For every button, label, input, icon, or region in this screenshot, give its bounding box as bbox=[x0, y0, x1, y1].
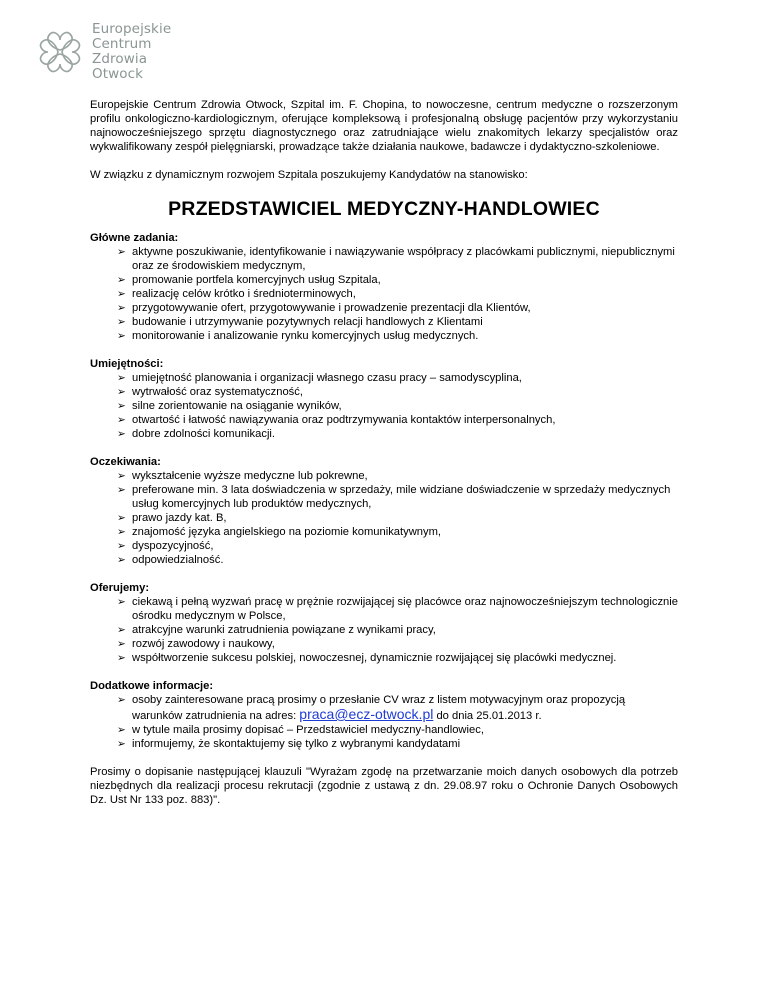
offer-list bbox=[90, 595, 678, 665]
clover-leaf-icon bbox=[34, 26, 86, 78]
section-title: Oczekiwania: bbox=[90, 456, 161, 468]
section-additional bbox=[90, 679, 678, 751]
list-item: ➢ informujemy, że skontaktujemy się tylko z wybranymi kandydatami bbox=[118, 737, 678, 751]
list-item: ➢ preferowane min. 3 lata doświadczenia w sprzedaży, mile widziane doświadczenie w sprzedaży medycznych usług komercyjnych lub produktów medycznych, bbox=[118, 483, 678, 511]
additional-list bbox=[90, 693, 678, 751]
section-title: Oferujemy: bbox=[90, 582, 150, 594]
list-item: ➢ monitorowanie i analizowanie rynku komercyjnych usług medycznych. bbox=[118, 329, 678, 343]
list-item: ➢ budowanie i utrzymywanie pozytywnych relacji handlowych z Klientami bbox=[118, 315, 678, 329]
list-item: ➢ promowanie portfela komercyjnych usług Szpitala, bbox=[118, 273, 678, 287]
list-item: ➢ ciekawą i pełną wyzwań pracę w prężnie rozwijającej się placówce oraz najnowocześniejszym technologicznie ośrodku medycznym w Polsce, bbox=[118, 595, 678, 623]
logo-line: Europejskie bbox=[92, 21, 172, 37]
list-item: ➢ otwartość i łatwość nawiązywania oraz podtrzymywania kontaktów interpersonalnych, bbox=[118, 413, 678, 427]
list-item: ➢ wytrwałość oraz systematyczność, bbox=[118, 385, 678, 399]
list-item: ➢ realizację celów krótko i średnioterminowych, bbox=[118, 287, 678, 301]
section-expectations bbox=[90, 455, 678, 567]
section-title: Dodatkowe informacje: bbox=[90, 680, 214, 692]
list-item: ➢ dobre zdolności komunikacji. bbox=[118, 427, 678, 441]
section-title: Umiejętności: bbox=[90, 358, 164, 370]
list-item: ➢ prawo jazdy kat. B, bbox=[118, 511, 678, 525]
logo-text bbox=[92, 22, 171, 82]
list-item: ➢ silne zorientowanie na osiąganie wyników, bbox=[118, 399, 678, 413]
tasks-list bbox=[90, 245, 678, 343]
apply-deadline: do dnia 25.01.2013 r. bbox=[433, 710, 542, 722]
document-body bbox=[90, 98, 678, 807]
list-item: ➢ umiejętność planowania i organizacji własnego czasu pracy – samodyscyplina, bbox=[118, 371, 678, 385]
list-item: ➢ współtworzenie sukcesu polskiej, nowoczesnej, dynamicznie rozwijającej się placówki medycznej. bbox=[118, 651, 678, 665]
email-link[interactable]: praca@ecz-otwock.pl bbox=[299, 706, 434, 722]
closing-paragraph: Prosimy o dopisanie następującej klauzuli "Wyrażam zgodę na przetwarzanie moich danych osobowych dla potrzeb niezbędnych dla realizacji procesu rekrutacji (zgodnie z ustawą z dn. 29.08.97 roku o Ochronie Danych Osobowych Dz. Ust Nr 133 poz. 883)". bbox=[90, 766, 678, 806]
section-offer bbox=[90, 581, 678, 665]
list-item: ➢ przygotowywanie ofert, przygotowywanie i prowadzenie prezentacji dla Klientów, bbox=[118, 301, 678, 315]
logo bbox=[34, 22, 194, 84]
section-skills bbox=[90, 357, 678, 441]
list-item: ➢ wykształcenie wyższe medyczne lub pokrewne, bbox=[118, 469, 678, 483]
list-item: ➢ atrakcyjne warunki zatrudnienia powiązane z wynikami pracy, bbox=[118, 623, 678, 637]
list-item: ➢ znajomość języka angielskiego na poziomie komunikatywnym, bbox=[118, 525, 678, 539]
apply-text: osoby zainteresowane pracą prosimy o przesłanie CV wraz z listem motywacyjnym oraz propozycją warunków zatrudnienia na adres: bbox=[132, 694, 626, 722]
list-item: ➢ odpowiedzialność. bbox=[118, 553, 678, 567]
expectations-list bbox=[90, 469, 678, 567]
list-item: ➢ w tytule maila prosimy dopisać – Przedstawiciel medyczny-handlowiec, bbox=[118, 723, 678, 737]
section-title: Główne zadania: bbox=[90, 232, 179, 244]
logo-line: Otwock bbox=[92, 66, 144, 82]
list-item: ➢ rozwój zawodowy i naukowy, bbox=[118, 637, 678, 651]
position-title: PRZEDSTAWICIEL MEDYCZNY-HANDLOWIEC bbox=[168, 198, 600, 220]
list-item: ➢ dyspozycyjność, bbox=[118, 539, 678, 553]
intro-paragraph: Europejskie Centrum Zdrowia Otwock, Szpital im. F. Chopina, to nowoczesne, centrum medyczne o rozszerzonym profilu onkologiczno-kardiologicznym, oferujące kompleksową i profesjonalną obsługę pacjentów przy wykorzystaniu najnowocześniejszego sprzętu diagnostycznego oraz zatrudniające wielu znakomitych lekarzy specjalistów oraz wykwalifikowany zespół pielęgniarski, prowadzące także działania naukowe, badawcze i dydaktyczno-szkoleniowe. bbox=[90, 99, 678, 153]
list-item: ➢ aktywne poszukiwanie, identyfikowanie i nawiązywanie współpracy z placówkami publicznymi, niepublicznymi oraz ze środowiskiem medycznym, bbox=[118, 245, 678, 273]
lead-paragraph: W związku z dynamicznym rozwojem Szpitala poszukujemy Kandydatów na stanowisko: bbox=[90, 169, 528, 181]
logo-line: Centrum bbox=[92, 36, 152, 52]
skills-list bbox=[90, 371, 678, 441]
logo-line: Zdrowia bbox=[92, 51, 148, 67]
section-tasks bbox=[90, 231, 678, 343]
list-item bbox=[118, 693, 678, 723]
